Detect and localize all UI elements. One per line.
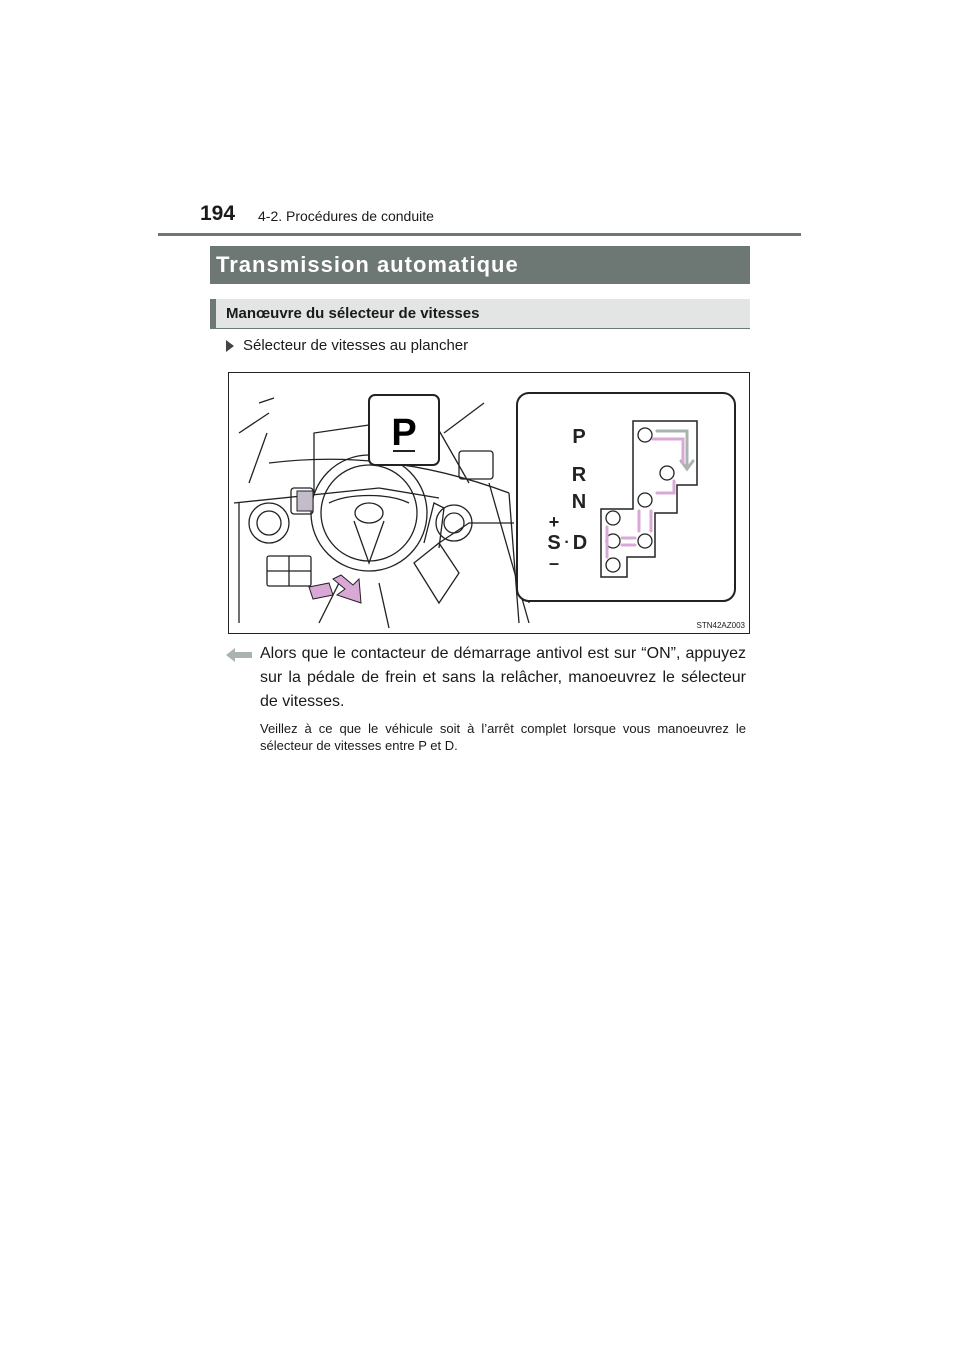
inset-p-highlight xyxy=(297,491,313,511)
note-text: Veillez à ce que le véhicule soit à l’arrêt complet lorsque vous manoeuvrez le sélecteur de vitesses entre P et D. xyxy=(260,721,746,753)
gate-label-s: S xyxy=(547,532,561,554)
pedal-arrow-icon xyxy=(333,575,361,603)
gate-label-p: P xyxy=(572,426,586,448)
gate-label-r: R xyxy=(571,464,587,486)
gate-position-r xyxy=(660,466,674,480)
brake-pedal xyxy=(309,583,333,599)
gate-label-plus: + xyxy=(548,512,560,532)
step-arrow-icon xyxy=(226,648,252,662)
figure-code: STN42AZ003 xyxy=(696,621,745,630)
inset-p-label: P xyxy=(391,412,417,454)
gate-label-dot: · xyxy=(564,534,570,551)
gate-position-plus xyxy=(606,511,620,525)
gate-label-minus: – xyxy=(548,553,560,573)
page-title: Transmission automatique xyxy=(210,246,750,284)
figure-illustration xyxy=(229,373,749,633)
triangle-bullet-icon xyxy=(226,340,234,352)
section-label: 4-2. Procédures de conduite xyxy=(258,208,434,224)
shift-lever-figure xyxy=(228,372,750,634)
gate-position-d xyxy=(638,534,652,548)
step-text: Alors que le contacteur de démarrage antivol est sur “ON”, appuyez sur la pédale de frein et sans la relâcher, manoeuvrez le sélecteur de vitesses. xyxy=(260,645,746,710)
header-rule xyxy=(158,233,801,236)
gate-position-minus xyxy=(606,558,620,572)
page-number: 194 xyxy=(200,202,236,225)
gate-position-n xyxy=(638,493,652,507)
subsection-title xyxy=(210,299,750,329)
gate-label-d: D xyxy=(572,532,588,554)
gate-position-p xyxy=(638,428,652,442)
subsection-label: Manœuvre du sélecteur de vitesses xyxy=(226,305,480,322)
gate-label-n: N xyxy=(571,491,587,513)
bullet-line xyxy=(226,337,468,354)
bullet-text: Sélecteur de vitesses au plancher xyxy=(243,337,469,354)
